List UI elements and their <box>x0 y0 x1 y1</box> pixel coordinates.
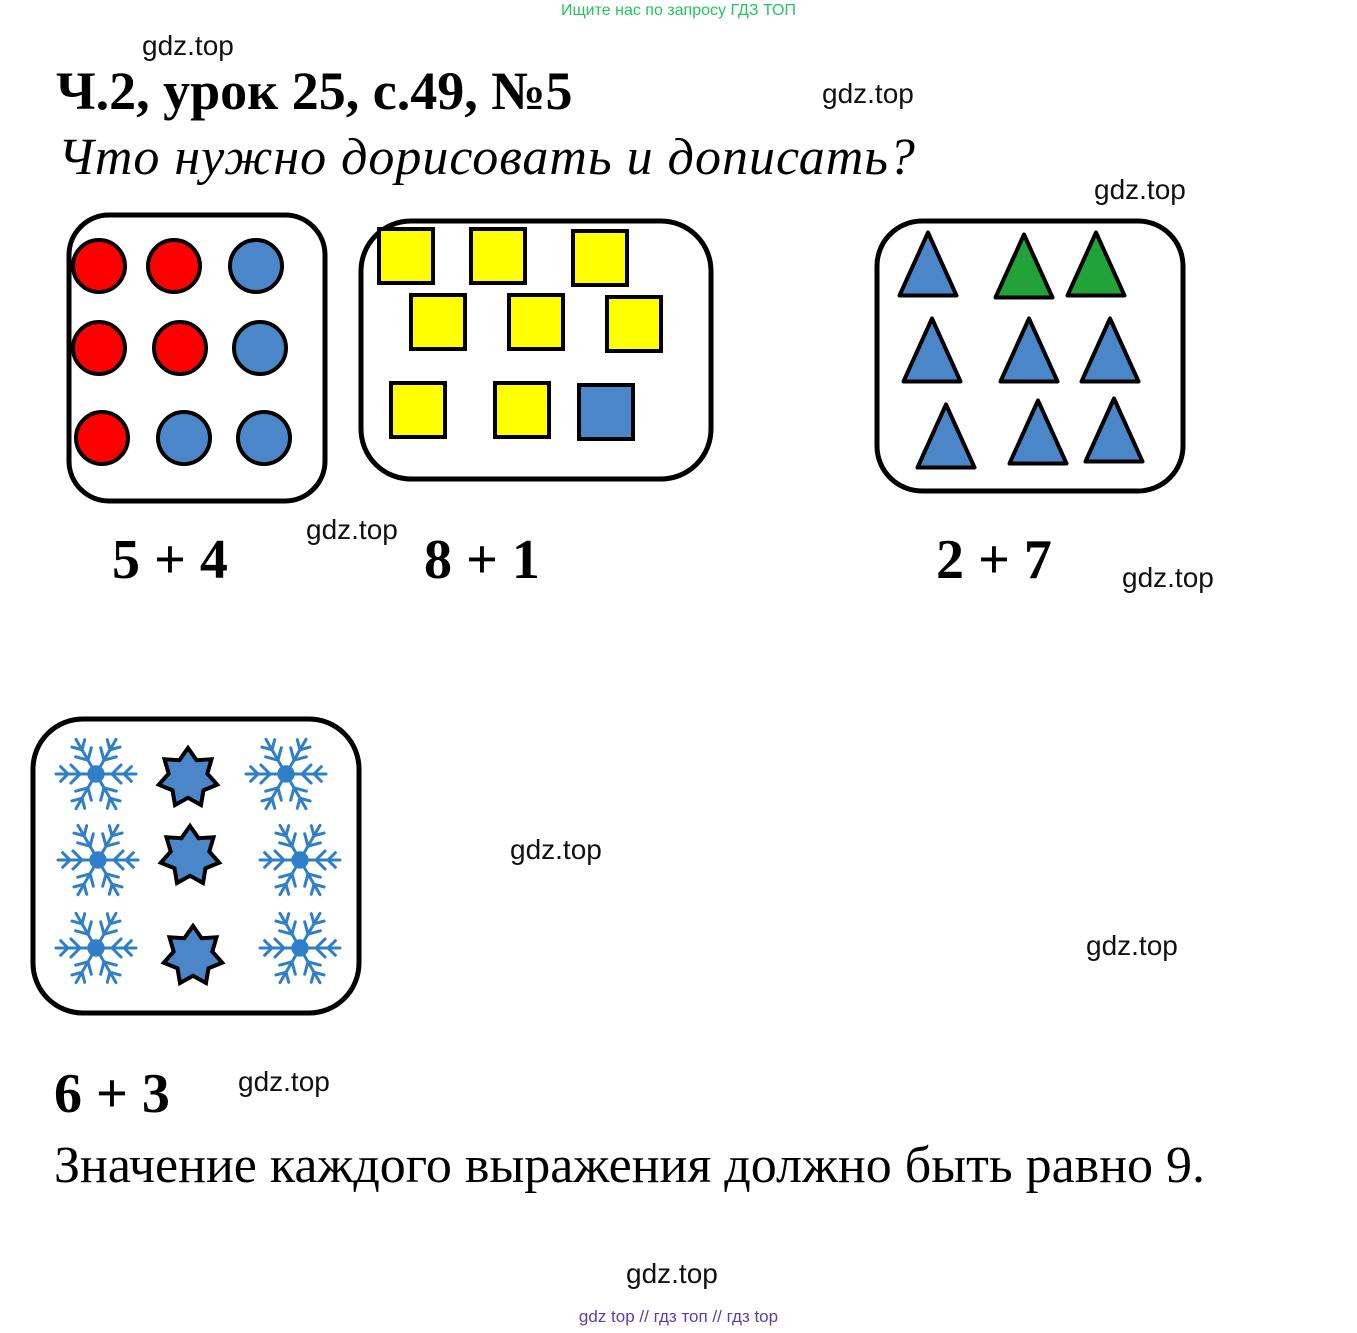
watermark: gdz.top <box>1086 930 1178 961</box>
circles-group <box>73 240 290 464</box>
square-shape <box>391 383 445 437</box>
circle-shape <box>230 240 282 292</box>
watermark: gdz.top <box>306 514 398 545</box>
square-shape <box>379 229 433 283</box>
expression-snowflakes: 6 + 3 <box>54 1063 170 1125</box>
circle-shape <box>158 412 210 464</box>
square-shape <box>509 295 563 349</box>
snowflakes-box <box>30 716 362 1016</box>
answer-text: Значение каждого выражения должно быть равно 9. <box>54 1137 1206 1194</box>
square-shape <box>471 229 525 283</box>
circle-shape <box>76 412 128 464</box>
watermark: gdz.top <box>510 834 602 865</box>
watermark: gdz.top <box>1094 174 1186 205</box>
watermark: gdz.top <box>626 1258 718 1289</box>
watermark: gdz.top <box>142 30 234 61</box>
expression-circles: 5 + 4 <box>112 529 228 591</box>
circles-box <box>66 212 328 504</box>
triangles-box <box>874 218 1186 494</box>
squares-box <box>358 218 714 482</box>
square-shape <box>411 295 465 349</box>
page-title: Ч.2, урок 25, с.49, №5 <box>56 61 573 121</box>
circle-shape <box>154 322 206 374</box>
circle-shape <box>238 412 290 464</box>
circle-shape <box>73 322 125 374</box>
square-shape <box>573 231 627 285</box>
expression-squares: 8 + 1 <box>424 529 540 591</box>
square-shape <box>579 385 633 439</box>
circle-shape <box>73 240 125 292</box>
top-banner: Ищите нас по запросу ГДЗ ТОП <box>561 2 796 19</box>
expression-triangles: 2 + 7 <box>936 529 1052 591</box>
circle-shape <box>234 322 286 374</box>
watermark: gdz.top <box>822 78 914 109</box>
circle-shape <box>148 240 200 292</box>
watermark: gdz.top <box>1122 562 1214 593</box>
square-shape <box>607 297 661 351</box>
watermark: gdz.top <box>238 1066 330 1097</box>
task-question: Что нужно дорисовать и дописать? <box>58 129 916 186</box>
bottom-links: gdz top // гдз топ // гдз top <box>578 1307 779 1326</box>
square-shape <box>495 383 549 437</box>
squares-group <box>379 229 661 439</box>
